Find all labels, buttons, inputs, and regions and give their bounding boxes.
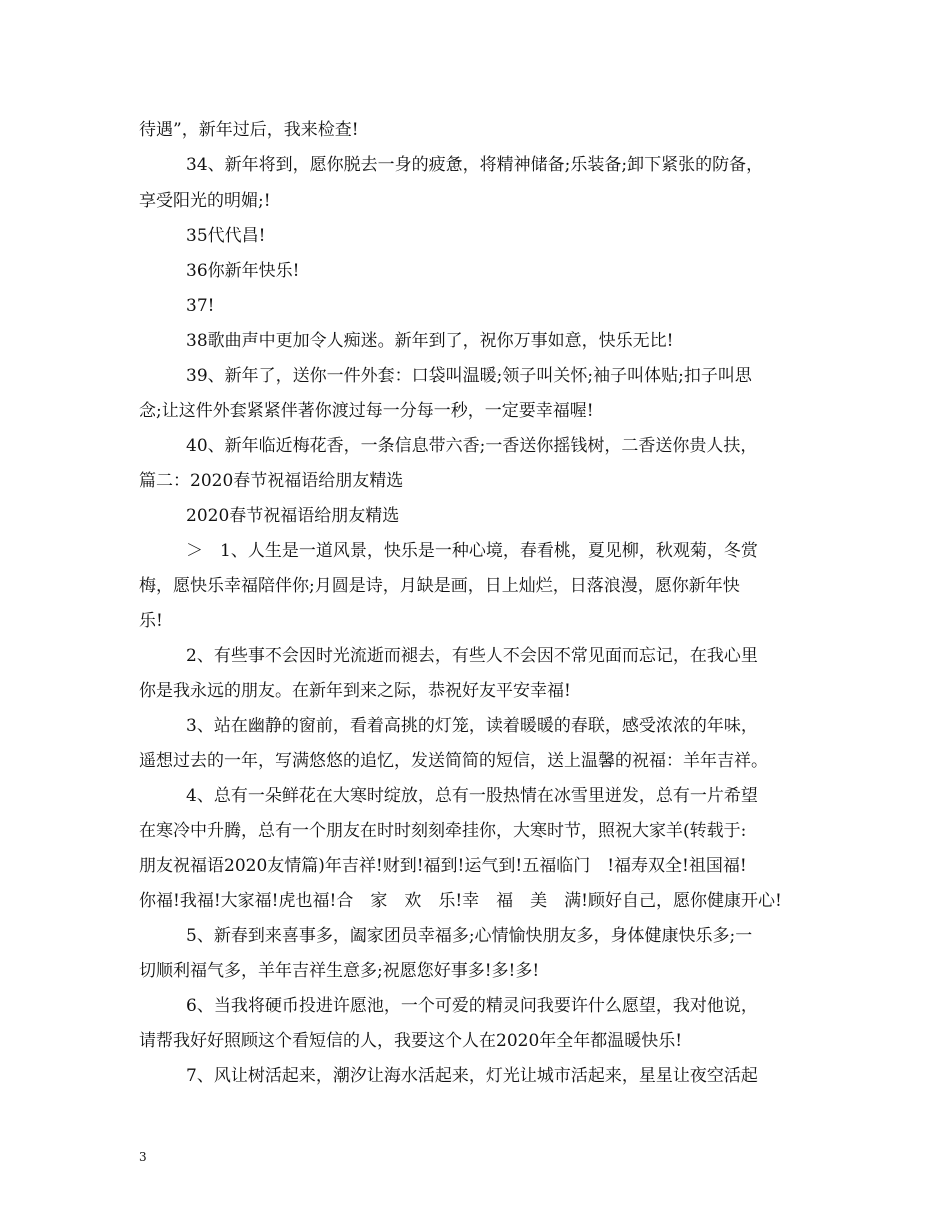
text-line: 你是我永远的朋友。在新年到来之际，恭祝好友平安幸福!	[139, 681, 571, 701]
text-line: 朋友祝福语2020友情篇)年吉祥!财到!福到!运气到!五福临门 !福寿双全!祖国福!	[139, 856, 747, 876]
text-line: 享受阳光的明媚;!	[139, 191, 271, 211]
section-heading: 篇二：2020春节祝福语给朋友精选	[139, 471, 404, 491]
section-subtitle: 2020春节祝福语给朋友精选	[186, 506, 400, 526]
text-line: 4、总有一朵鲜花在大寒时绽放，总有一股热情在冰雪里迸发，总有一片希望	[186, 786, 758, 806]
text-line: 7、风让树活起来，潮汐让海水活起来，灯光让城市活起来，星星让夜空活起	[186, 1066, 758, 1086]
text-line: 38歌曲声中更加令人痴迷。新年到了，祝你万事如意，快乐无比!	[186, 331, 674, 351]
text-line: 请帮我好好照顾这个看短信的人，我要这个人在2020年全年都温暖快乐!	[139, 1031, 683, 1051]
text-line: 36你新年快乐!	[186, 261, 300, 281]
text-line: 39、新年了，送你一件外套：口袋叫温暖;领子叫关怀;袖子叫体贴;扣子叫思	[186, 366, 752, 386]
text-line: 5、新春到来喜事多，阖家团员幸福多;心情愉快朋友多，身体健康快乐多;一	[186, 926, 753, 946]
page-number: 3	[139, 1150, 147, 1164]
text-line: 待遇”，新年过后，我来检查!	[139, 120, 359, 140]
text-line: 乐!	[139, 611, 163, 631]
text-line: 在寒冷中升腾，总有一个朋友在时时刻刻牵挂你，大寒时节，照祝大家羊(转载于:	[139, 821, 747, 841]
text-line: 遥想过去的一年，写满悠悠的追忆，发送简简的短信，送上温馨的祝福：羊年吉祥。	[139, 751, 768, 771]
text-line: 35代代昌!	[186, 226, 266, 246]
text-line: 你福!我福!大家福!虎也福!合 家 欢 乐!幸 福 美 满!顾好自己，愿你健康开心!	[139, 891, 782, 911]
text-line: 6、当我将硬币投进许愿池，一个可爱的精灵问我要许什么愿望，我对他说，	[186, 996, 758, 1016]
text-line: 切顺利福气多，羊年吉祥生意多;祝愿您好事多!多!多!	[139, 961, 540, 981]
text-line: 34、新年将到，愿你脱去一身的疲惫，将精神储备;乐装备;卸下紧张的防备，	[186, 155, 764, 175]
text-line: 37!	[186, 296, 215, 316]
text-line: 3、站在幽静的窗前，看着高挑的灯笼，读着暖暖的春联，感受浓浓的年味，	[186, 716, 758, 736]
text-line: ＞ 1、人生是一道风景，快乐是一种心境，春看桃，夏见柳，秋观菊，冬赏	[186, 541, 758, 561]
text-line: 梅，愿快乐幸福陪伴你;月圆是诗，月缺是画，日上灿烂，日落浪漫，愿你新年快	[139, 576, 740, 596]
text-line: 2、有些事不会因时光流逝而褪去，有些人不会因不常见面而忘记，在我心里	[186, 646, 758, 666]
text-line: 念;让这件外套紧紧伴著你渡过每一分每一秒，一定要幸福喔!	[139, 401, 594, 421]
text-line: 40、新年临近梅花香，一条信息带六香;一香送你摇钱树，二香送你贵人扶，	[186, 436, 758, 456]
